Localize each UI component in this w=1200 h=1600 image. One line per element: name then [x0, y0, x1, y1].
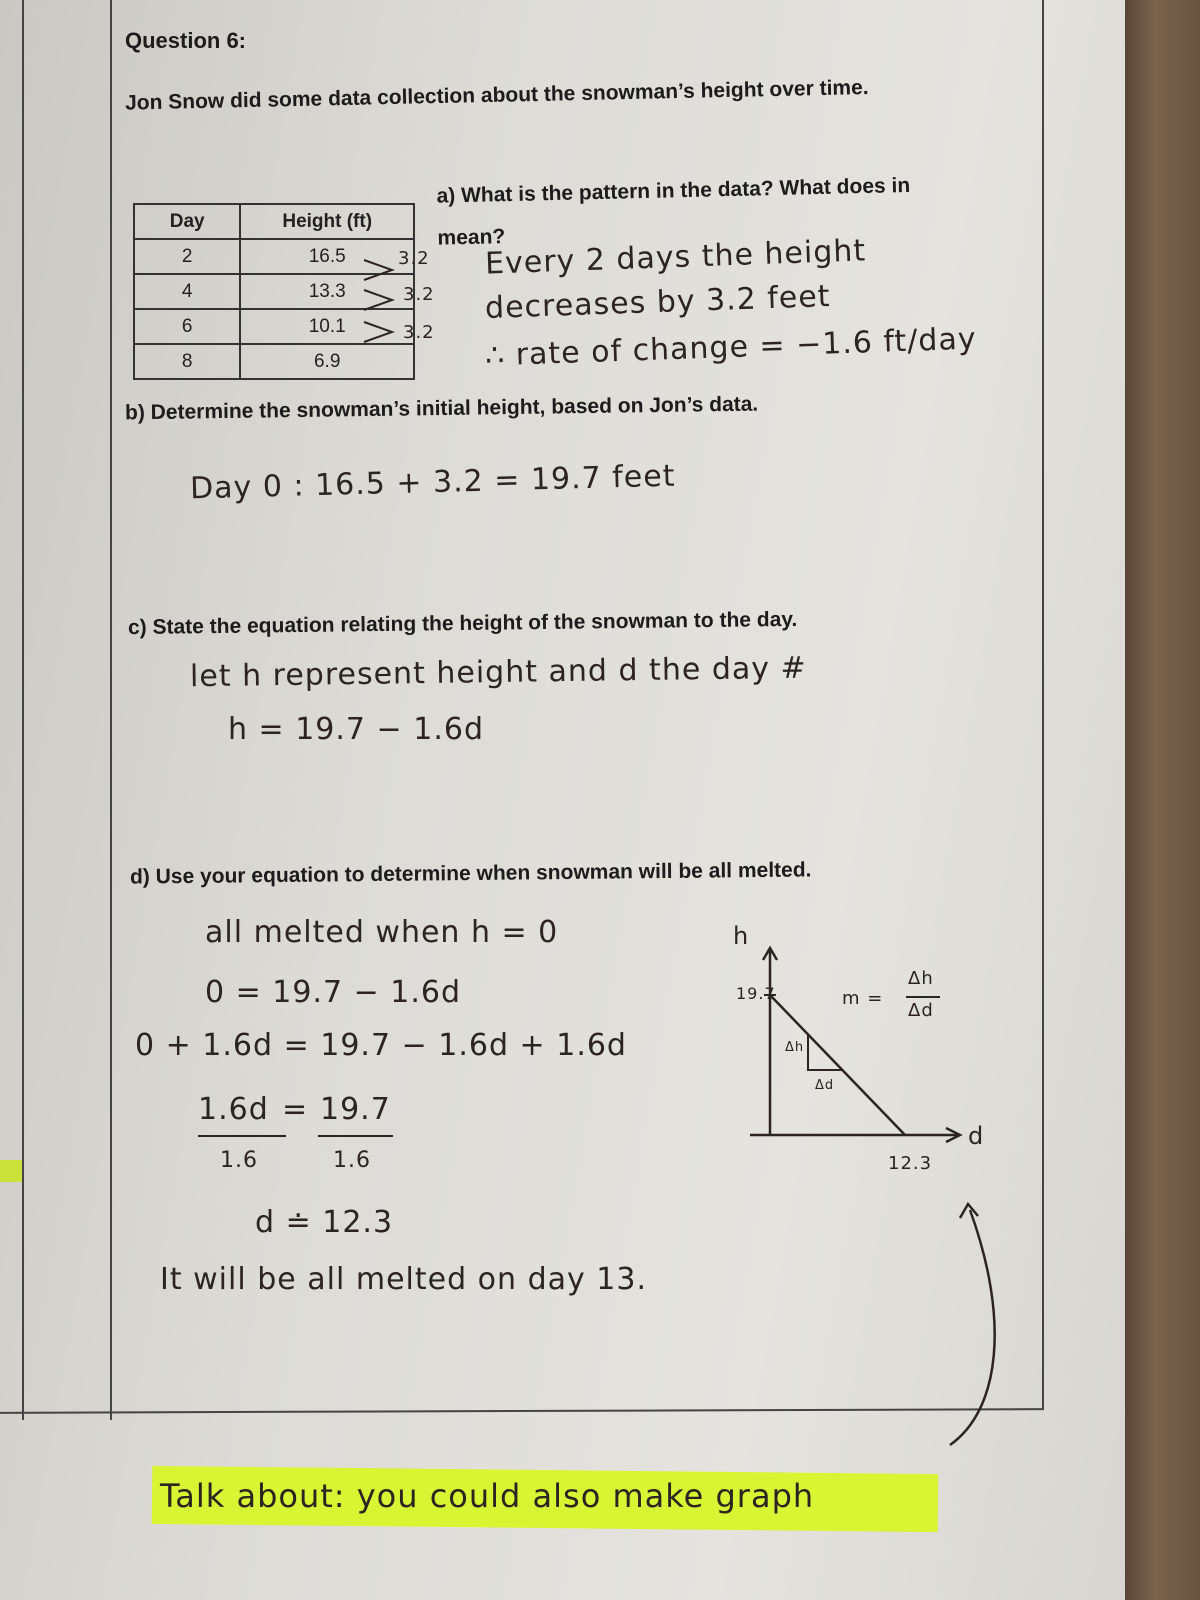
part-a-answer-line1: Every 2 days the height — [484, 233, 867, 282]
fraction-left-numerator: 1.6d — [198, 1092, 269, 1127]
desk-background — [1125, 0, 1200, 1600]
graph-y-axis-label: h — [733, 922, 750, 950]
note-text: Talk about: you could also make graph — [160, 1477, 815, 1515]
part-c-answer-line1: let h represent height and d the day # — [189, 650, 807, 695]
left-margin-line — [22, 0, 24, 1420]
table-header-day: Day — [134, 204, 240, 239]
graph-rise-label: Δh — [785, 1040, 805, 1055]
graph-sketch — [730, 930, 990, 1150]
table-cell-height: 6.9 — [240, 344, 414, 379]
difference-label: 3.2 — [403, 284, 435, 305]
table-cell-height: 13.3 — [240, 274, 414, 309]
fraction-right-numerator: 19.7 — [320, 1092, 391, 1127]
difference-label: 3.2 — [398, 248, 430, 269]
slope-formula-m: m = — [842, 988, 884, 1009]
margin-highlight-mark — [0, 1160, 22, 1182]
part-d-prompt: d) Use your equation to determine when snowman will be all melted. — [129, 858, 812, 889]
fraction-right-denominator: 1.6 — [333, 1148, 371, 1173]
graph-run-label: Δd — [815, 1078, 835, 1093]
part-d-line5: d ≐ 12.3 — [255, 1205, 394, 1240]
table-cell-day: 2 — [134, 239, 240, 274]
table-cell-day: 8 — [134, 344, 240, 379]
part-a-answer-line2: decreases by 3.2 feet — [484, 278, 832, 327]
slope-formula-numerator: Δh — [908, 968, 934, 989]
table-cell-day: 6 — [134, 309, 240, 344]
graph-x-axis-label: d — [968, 1122, 985, 1150]
table-header-row — [134, 204, 414, 239]
part-d-line6: It will be all melted on day 13. — [160, 1262, 647, 1297]
question-box-right-border — [1042, 0, 1044, 1410]
table-cell-height: 10.1 — [240, 309, 414, 344]
graph-line — [770, 995, 905, 1135]
question-intro: Jon Snow did some data collection about the snowman’s height over time. — [124, 76, 869, 115]
part-b-prompt: b) Determine the snowman’s initial height, based on Jon’s data. — [124, 392, 759, 425]
fraction-bar-left — [198, 1135, 286, 1137]
part-a-prompt: a) What is the pattern in the data? What does in mean? — [436, 173, 911, 250]
fraction-left-denominator: 1.6 — [220, 1148, 258, 1173]
part-c-answer-line2: h = 19.7 − 1.6d — [228, 712, 484, 747]
pointer-arrow — [940, 1200, 1020, 1460]
table-cell-day: 4 — [134, 274, 240, 309]
table-cell-height: 16.5 — [240, 239, 414, 274]
slope-formula-bar — [906, 996, 940, 998]
graph-y-intercept-label: 19.7 — [736, 984, 776, 1003]
part-d-line2: 0 = 19.7 − 1.6d — [205, 975, 462, 1010]
difference-label: 3.2 — [403, 322, 435, 343]
table-header-height: Height (ft) — [240, 204, 414, 239]
part-c-prompt: c) State the equation relating the height of the snowman to the day. — [127, 607, 798, 640]
fraction-equals: = — [282, 1092, 309, 1127]
part-d-line1: all melted when h = 0 — [205, 915, 559, 950]
part-d-line3: 0 + 1.6d = 19.7 − 1.6d + 1.6d — [135, 1028, 627, 1063]
fraction-bar-right — [318, 1135, 393, 1137]
part-a-answer-line3: ∴ rate of change = −1.6 ft/day — [484, 321, 978, 374]
slope-formula-denominator: Δd — [908, 1000, 934, 1021]
graph-x-intercept-label: 12.3 — [888, 1153, 933, 1174]
question-box-left-border — [110, 0, 112, 1420]
question-title: Question 6: — [125, 28, 247, 53]
part-b-answer: Day 0 : 16.5 + 3.2 = 19.7 feet — [189, 458, 676, 507]
